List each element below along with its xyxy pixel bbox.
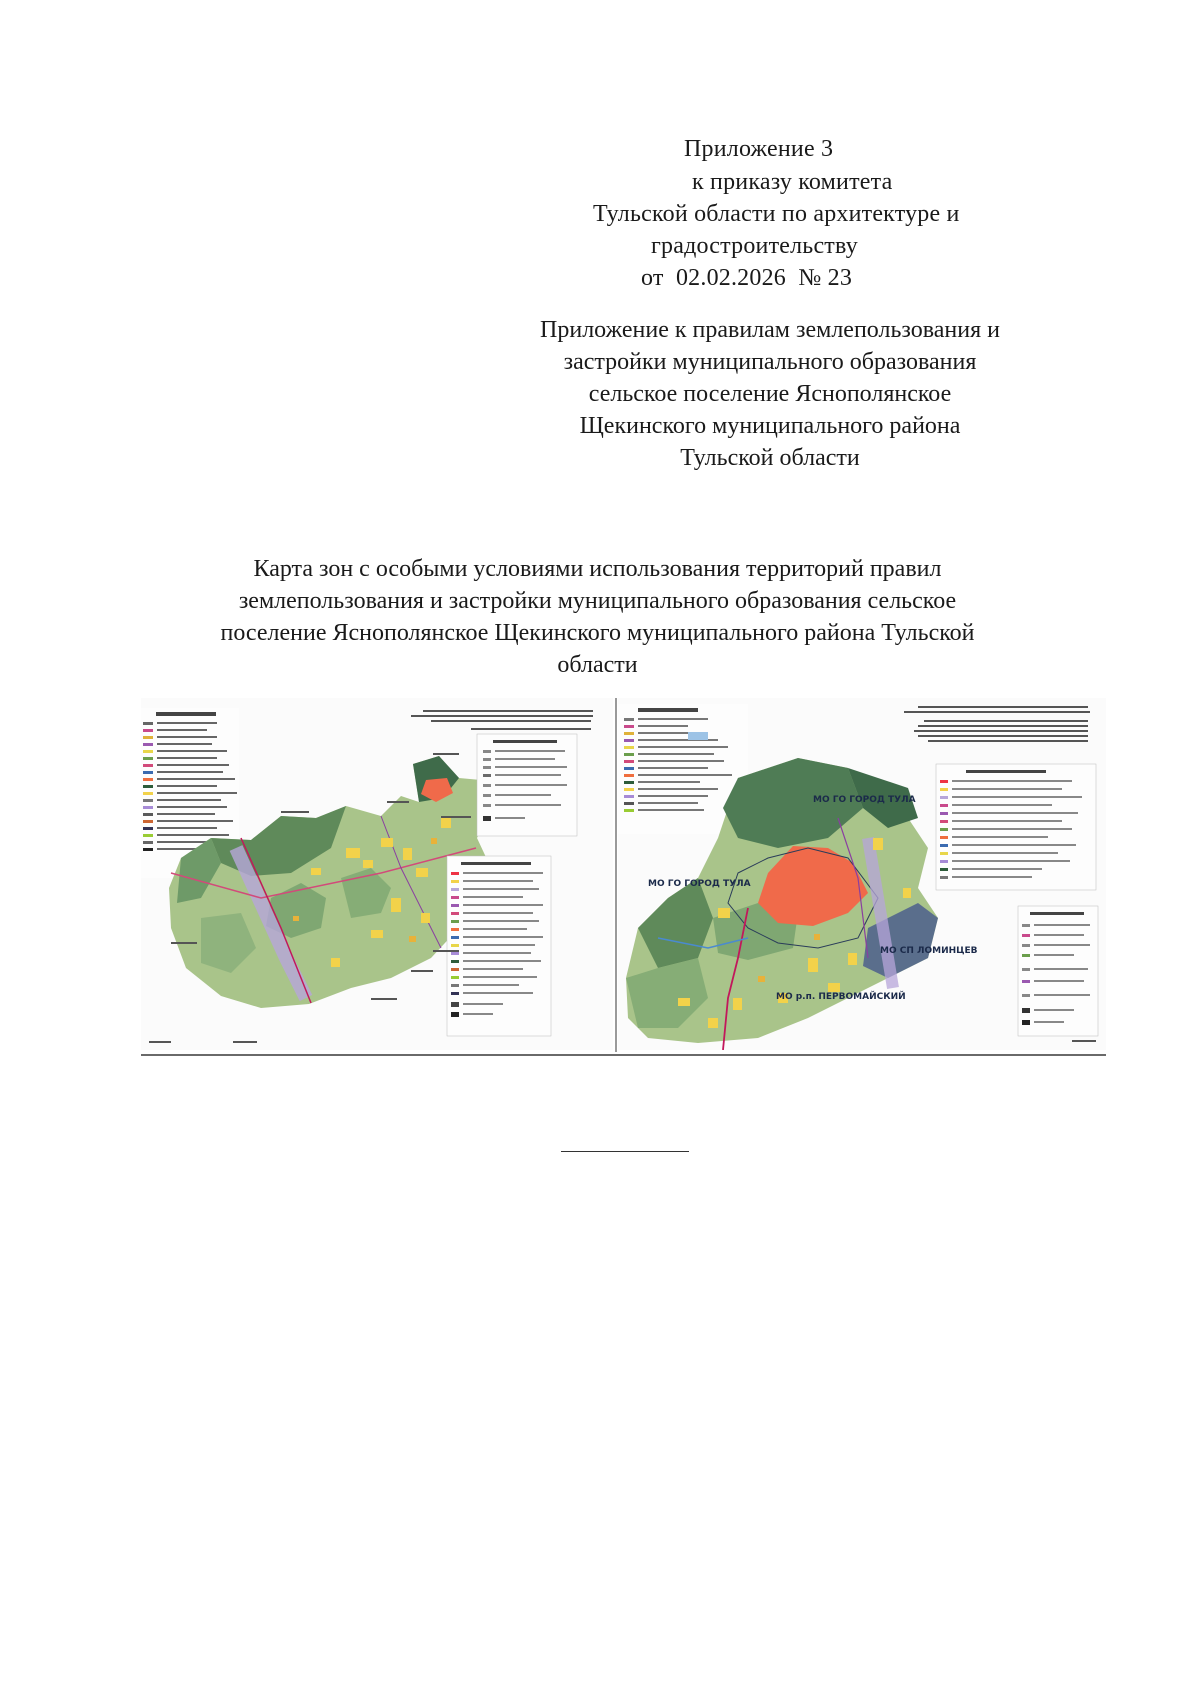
- rules-appendix-line: застройки муниципального образования: [563, 349, 977, 375]
- rules-appendix-block: [480, 314, 1060, 474]
- map-overview: [141, 698, 613, 1050]
- committee-name: Тульской области по архитектуре и: [593, 201, 960, 227]
- title-line: землепользования и застройки муниципального образования сельское: [238, 588, 957, 614]
- label-tula-top: МО ГО ГОРОД ТУЛА: [813, 795, 916, 805]
- committee-name-cont: градостроительству: [651, 233, 858, 259]
- legend-right-top: [477, 734, 577, 836]
- title-line: области: [557, 652, 638, 678]
- legend-right-bottom: [447, 856, 551, 1036]
- map-title-block: [411, 710, 593, 730]
- rules-appendix-line: сельское поселение Яснополянское: [588, 381, 952, 407]
- title-line: поселение Яснополянское Щекинского муниципального района Тульской: [220, 620, 975, 646]
- rules-appendix-line: Приложение к правилам землепользования и: [540, 317, 1000, 343]
- label-pervomaisky: МО р.п. ПЕРВОМАЙСКИЙ: [776, 992, 906, 1002]
- document-title: [130, 553, 1065, 681]
- order-reference: к приказу комитета: [692, 169, 893, 195]
- map-title-block: [904, 706, 1090, 742]
- appendix-number: Приложение 3: [684, 136, 834, 162]
- legend-right-bottom: [1018, 906, 1098, 1036]
- label-tula-left: МО ГО ГОРОД ТУЛА: [648, 879, 751, 889]
- title-line: Карта зон с особыми условиями использования территорий правил: [253, 556, 942, 582]
- scale-bar: [1072, 1040, 1096, 1042]
- rules-appendix-line: Щекинского муниципального района: [579, 413, 961, 439]
- label-lomintsev: МО СП ЛОМИНЦЕВ: [880, 946, 978, 956]
- map-fragment-image: [618, 698, 1106, 1050]
- order-date-number: от 02.02.2026 № 23: [641, 265, 853, 291]
- end-of-document-line: [561, 1151, 689, 1152]
- rules-appendix-line: Тульской области: [680, 445, 860, 471]
- map-fragment: [618, 698, 1106, 1050]
- map-overview-image: [141, 698, 613, 1050]
- legend-right-top: [936, 764, 1096, 890]
- map-divider: [615, 698, 617, 1052]
- zone-maps-figure: [141, 698, 1106, 1056]
